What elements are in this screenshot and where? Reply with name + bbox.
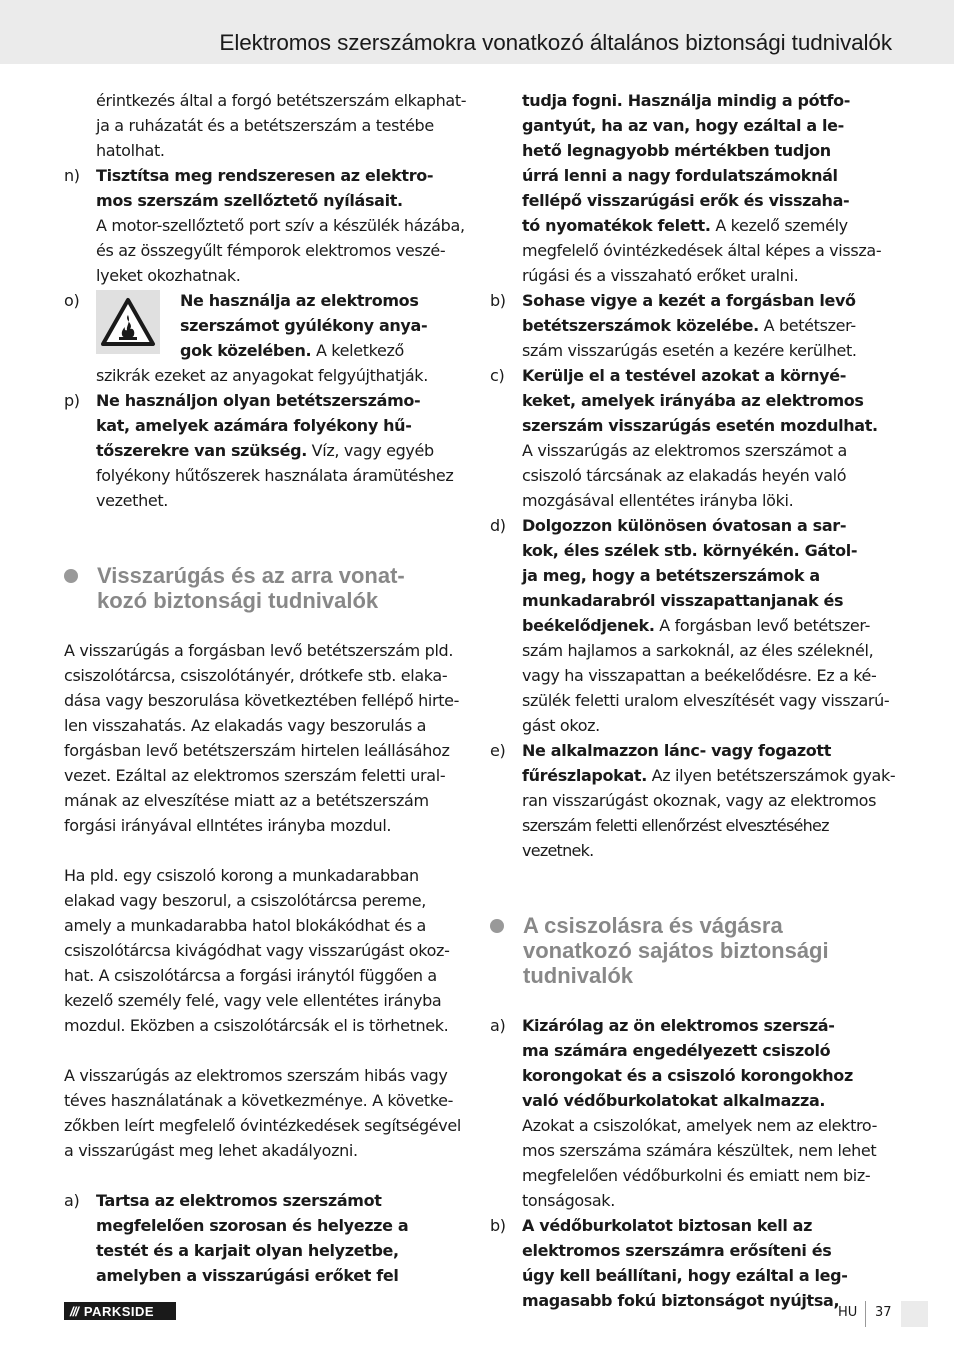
bold-line: való védőburkolatokat alkalmazza. [522, 1091, 826, 1110]
text-line: Ha pld. egy csiszoló korong a munkadarabban [64, 866, 419, 885]
bold-line: gantyút, ha az van, hogy ezáltal a le- [522, 116, 844, 135]
text-line: mozdul. Eközben a csiszolótárcsák el is törhetnek. [64, 1016, 449, 1035]
text-line: szám visszarúgás esetén a kezére kerülhet. [522, 341, 857, 360]
item-e-kickback [490, 738, 900, 863]
text-line: tonságosak. [522, 1191, 615, 1210]
text-line: forgásban levő betétszerszám hirtelen leállásához [64, 741, 450, 760]
bold-line: betétszerszámok közelébe. [522, 316, 759, 335]
section-title-line: A csiszolásra és vágásra [523, 913, 783, 938]
text-line: kezelő személy felé, vagy vele ellentétes irányba [64, 991, 442, 1010]
text-line: csiszolótárcsa kivágódhat vagy visszarúgást okoz- [64, 941, 450, 960]
text-line: mos szerszáma számára készültek, nem lehet [522, 1141, 877, 1160]
item-b-grinding [490, 1213, 900, 1313]
bold-line: hető legnagyobb mértékben tudjon [522, 141, 831, 160]
inline-text: A kezelő személy [710, 216, 848, 235]
text-line: hatolhat. [96, 141, 165, 160]
item-label: a) [490, 1016, 506, 1035]
logo-text: PARKSIDE [83, 1303, 155, 1319]
bold-line: ma számára engedélyezett csiszoló [522, 1041, 831, 1060]
paragraph [64, 863, 472, 1038]
text-line: szikrák ezeket az anyagokat felgyújthatják. [96, 366, 428, 385]
text-line: vezethet. [96, 491, 169, 510]
bold-line: Tisztítsa meg rendszeresen az elektro- [96, 166, 434, 185]
bold-line: ja meg, hogy a betétszerszámok a [522, 566, 820, 585]
bold-line: tőszerekre van szükség. [96, 441, 307, 460]
bold-line: A védőburkolatot biztosan kell az [522, 1216, 813, 1235]
logo-slash: /// [70, 1303, 78, 1319]
text-line: téves használatának a következménye. A követke- [64, 1091, 454, 1110]
bold-line: Kizárólag az ön elektromos szerszá- [522, 1016, 835, 1035]
bold-line: Sohase vigye a kezét a forgásban levő [522, 291, 856, 310]
item-p [64, 388, 472, 513]
text-line: A visszarúgás az elektromos szerszám hibás vagy [64, 1066, 448, 1085]
bold-line: Ne használja az elektromos [180, 291, 419, 310]
item-label: p) [64, 391, 80, 410]
text-line: dása vagy beszorulása következtében fellépő hirte- [64, 691, 460, 710]
inline-text: A forgásban levő betétszer- [654, 616, 870, 635]
item-a-grinding [490, 1013, 900, 1213]
text-line: csiszoló tárcsának az elakadás heyén való [522, 466, 847, 485]
text-line: forgási irányával ellntétes irányba mozdul. [64, 816, 392, 835]
text-line: ja a ruházatát és a betétszerszám a testébe [96, 116, 434, 135]
bold-line: Kerülje el a testével azokat a környé- [522, 366, 847, 385]
section-bullet-icon [64, 569, 78, 583]
text-line: elakad vagy beszorul, a csiszolótárcsa pereme, [64, 891, 427, 910]
item-label: n) [64, 166, 80, 185]
section-title-line: vonatkozó sajátos biztonsági [523, 938, 829, 963]
text-line: a visszarúgást meg lehet akadályozni. [64, 1141, 358, 1160]
paragraph [64, 1063, 472, 1163]
item-label: b) [490, 1216, 506, 1235]
text-line: szerszám feletti ellenőrzést elvesztéséhez vezetnek. [522, 816, 829, 860]
section-title-line: Visszarúgás és az arra vonat- [97, 563, 405, 588]
text-line: csiszolótárcsa, csiszolótányér, drótkefe stb. elaka- [64, 666, 448, 685]
text-line: zőkben leírt megfelelő óvintézkedések segítségével [64, 1116, 461, 1135]
parkside-logo [64, 1302, 176, 1320]
text-line: rúgási és a visszaható erőket uralni. [522, 266, 799, 285]
item-label: e) [490, 741, 506, 760]
bold-line: munkadarabról visszapattanjanak és [522, 591, 844, 610]
section-bullet-icon [490, 919, 504, 933]
bold-line: keket, amelyek irányába az elektromos [522, 391, 864, 410]
item-d-kickback [490, 513, 900, 738]
text-line: A visszarúgás az elektromos szerszámot a [522, 441, 847, 460]
bold-line: amelyben a visszarúgási erőket fel [96, 1266, 399, 1285]
bold-line: kok, éles szélek stb. környékén. Gátol- [522, 541, 858, 560]
item-m-continuation [64, 88, 472, 163]
text-line: megfelelően védőburkolni és emiatt nem biz- [522, 1166, 871, 1185]
page-header-title: Elektromos szerszámokra vonatkozó általános biztonsági tudnivalók [219, 30, 892, 55]
item-b-kickback [490, 288, 900, 363]
bold-line: úrrá lenni a nagy fordulatszámoknál [522, 166, 838, 185]
text-line: len visszahatás. Az elakadás vagy beszorulás a [64, 716, 427, 735]
section-title-grinding [490, 913, 900, 988]
bold-line: kat, amelyek azámára folyékony hű- [96, 416, 412, 435]
bold-line: mos szerszám szellőztető nyílásait. [96, 191, 403, 210]
bold-line: Ne használjon olyan betétszerszámo- [96, 391, 421, 410]
left-column [64, 88, 472, 1288]
bold-line: fűrészlapokat. [522, 766, 647, 785]
text-line: mozgásával ellentétes irányba löki. [522, 491, 794, 510]
text-line: ran visszarúgást okoznak, vagy az elektromos [522, 791, 877, 810]
bold-line: elektromos szerszámra erősíteni és [522, 1241, 832, 1260]
bold-line: Ne alkalmazzon lánc- vagy fogazott [522, 741, 832, 760]
bold-line: beékelődjenek. [522, 616, 655, 635]
bold-line: magasabb fokú biztonságot nyújtsa, [522, 1291, 840, 1310]
text-line: vagy ha visszapattan a beékelődésre. Ez a ké- [522, 666, 877, 685]
text-line: lyeket okozhatnak. [96, 266, 241, 285]
text-line: szülék feletti uralom elveszítését vagy visszarú- [522, 691, 890, 710]
text-line: mának az elveszítése miatt az a betétszerszám [64, 791, 429, 810]
item-o [64, 288, 472, 363]
text-line: vezet. Ezáltal az elektromos szerszám feletti ural- [64, 766, 446, 785]
language-code: HU [838, 1305, 858, 1320]
flammable-warning-icon [96, 290, 160, 354]
text-line: megfelelő óvintézkedések által képes a vissza- [522, 241, 882, 260]
text-line: folyékony hűtőszerek használata áramütéshez [96, 466, 454, 485]
bold-line: testét és a karjait olyan helyzetbe, [96, 1241, 399, 1260]
bold-line: szerszám visszarúgás esetén mozdulhat. [522, 416, 878, 435]
bold-line: tó nyomatékok felett. [522, 216, 711, 235]
inline-text: A betétszer- [758, 316, 856, 335]
bold-line: tudja fogni. Használja mindig a pótfo- [522, 91, 851, 110]
text-line: Azokat a csiszolókat, amelyek nem az elektro- [522, 1116, 878, 1135]
item-label: o) [64, 291, 80, 310]
paragraph [64, 638, 472, 838]
bold-line: szerszámot gyúlékony anya- [180, 316, 428, 335]
inline-text: Víz, vagy egyéb [306, 441, 434, 460]
text-line: amely a munkadarabba hatol blokákódhat és a [64, 916, 427, 935]
bold-line: korongokat és a csiszoló korongokhoz [522, 1066, 853, 1085]
text-line: gást okoz. [522, 716, 600, 735]
bold-line: gok közelében. [180, 341, 312, 360]
bold-line: Dolgozzon különösen óvatosan a sar- [522, 516, 847, 535]
text-line: A visszarúgás a forgásban levő betétszerszám pld. [64, 641, 454, 660]
item-c-kickback [490, 363, 900, 513]
item-label: a) [64, 1191, 80, 1210]
item-label: d) [490, 516, 506, 535]
bold-line: megfelelően szorosan és helyezze a [96, 1216, 409, 1235]
text-line: és az összegyűlt fémporok elektromos veszé- [96, 241, 446, 260]
page-number: 37 [875, 1305, 892, 1320]
section-title-line: tudnivalók [523, 963, 634, 988]
item-o-tail [64, 363, 472, 388]
text-line: érintkezés által a forgó betétszerszám elkaphat- [96, 91, 467, 110]
footer-divider [865, 1301, 866, 1327]
text-line: hat. A csiszolótárcsa a forgási iránytól függően a [64, 966, 437, 985]
section-title-kickback [64, 563, 472, 613]
bold-line: Tartsa az elektromos szerszámot [96, 1191, 382, 1210]
inline-text: Az ilyen betétszerszámok gyak- [646, 766, 896, 785]
bold-line: fellépő visszarúgási erők és visszaha- [522, 191, 850, 210]
item-a-kickback [64, 1188, 472, 1288]
inline-text: A keletkező [311, 341, 404, 360]
footer-tab [901, 1301, 928, 1327]
section-title-line: kozó biztonsági tudnivalók [97, 588, 379, 613]
item-a-continuation [490, 88, 900, 288]
right-column [490, 88, 900, 1313]
text-line: A motor-szellőztető port szív a készülék házába, [96, 216, 465, 235]
item-label: b) [490, 291, 506, 310]
item-label: c) [490, 366, 505, 385]
bold-line: úgy kell beállítani, hogy ezáltal a leg- [522, 1266, 848, 1285]
text-line: szám hajlamos a sarkoknál, az éles széleknél, [522, 641, 874, 660]
item-n [64, 163, 472, 288]
